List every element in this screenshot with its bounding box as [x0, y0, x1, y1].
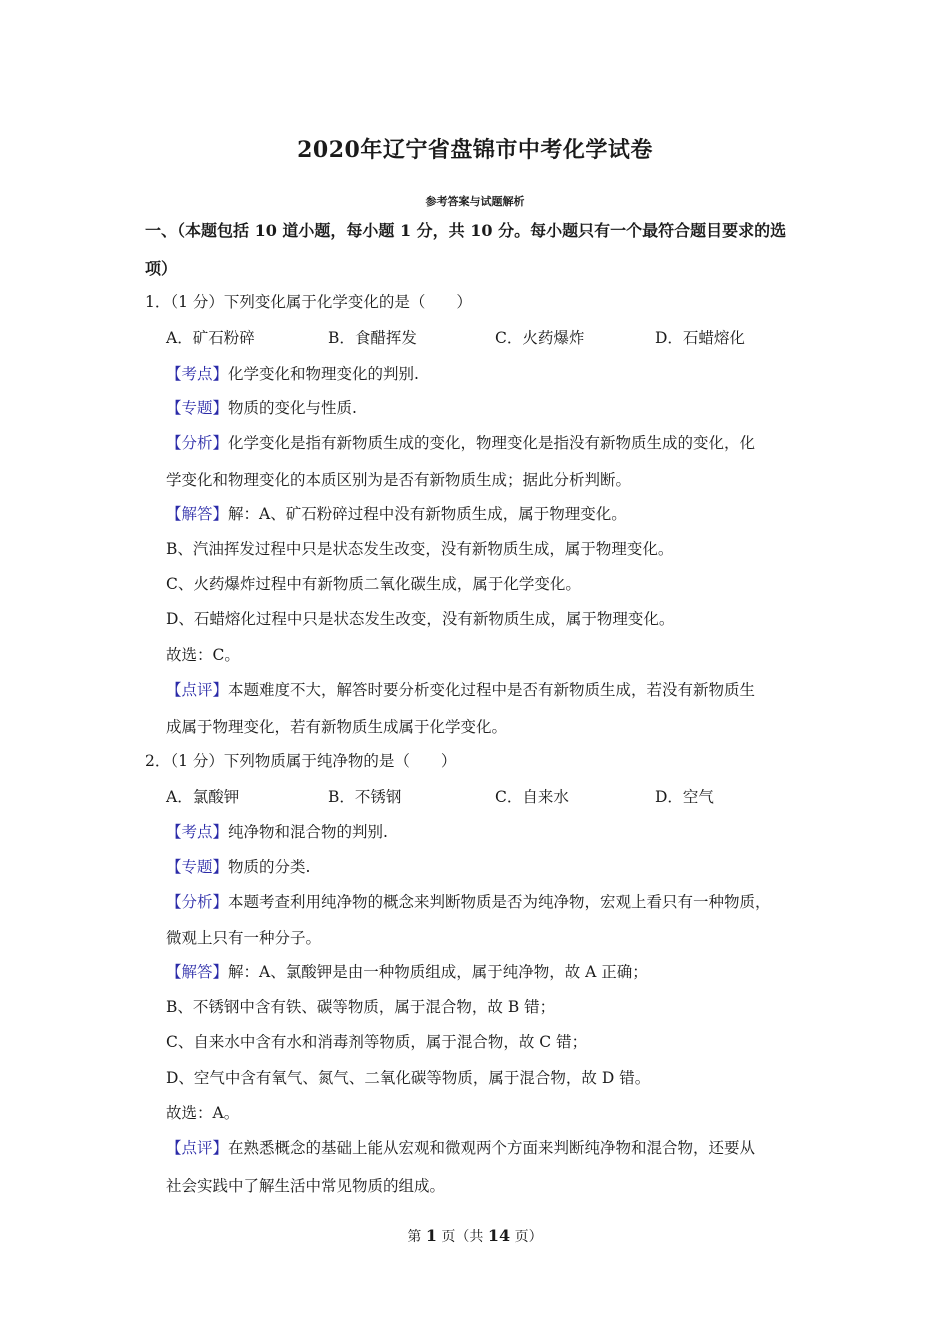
question-2-option-b: B．不锈钢 [328, 788, 402, 806]
kaodian-text: 纯净物和混合物的判别. [228, 823, 388, 841]
fenxi-tag: 【分析】 [166, 893, 229, 911]
question-2-dianping-cont: 社会实践中了解生活中常见物质的组成。 [166, 1177, 446, 1195]
question-2-kaodian [166, 822, 388, 842]
question-1-jieda-b: B、汽油挥发过程中只是状态发生改变，没有新物质生成，属于物理变化。 [166, 540, 674, 558]
question-1-option-c: C．火药爆炸 [495, 329, 585, 347]
question-1-option-d: D．石蜡熔化 [655, 329, 745, 347]
zhuanti-tag: 【专题】 [166, 858, 229, 876]
section-heading-line1: 一、（本题包括 10 道小题，每小题 1 分，共 10 分。每小题只有一个最符合题目要求的选 [145, 221, 787, 240]
question-1-dianping [166, 680, 755, 700]
zhuanti-text: 物质的分类. [228, 858, 311, 876]
page-footer [0, 1226, 950, 1246]
question-1-jieda-c: C、火药爆炸过程中有新物质二氧化碳生成，属于化学变化。 [166, 575, 581, 593]
zhuanti-text: 物质的变化与性质. [228, 399, 357, 417]
page-subtitle: 参考答案与试题解析 [425, 195, 525, 208]
question-1-option-b: B．食醋挥发 [328, 329, 417, 347]
question-1-fenxi [166, 433, 755, 453]
section-heading-line2: 项） [145, 259, 178, 278]
question-2-option-a: A．氯酸钾 [166, 788, 240, 806]
question-1-kaodian [166, 364, 419, 384]
question-2-answer: 故选：A。 [166, 1104, 240, 1122]
kaodian-tag: 【考点】 [166, 365, 229, 383]
question-1-answer: 故选：C。 [166, 646, 240, 664]
jieda-tag: 【解答】 [166, 963, 229, 981]
zhuanti-tag: 【专题】 [166, 399, 229, 417]
question-1-option-a: A．矿石粉碎 [166, 329, 255, 347]
dianping-tag: 【点评】 [166, 1139, 229, 1157]
question-2-stem: 2．（1 分）下列物质属于纯净物的是（ ） [145, 752, 457, 770]
question-1-fenxi-cont: 学变化和物理变化的本质区别为是否有新物质生成；据此分析判断。 [166, 471, 632, 489]
question-2-fenxi-cont: 微观上只有一种分子。 [166, 929, 322, 947]
kaodian-text: 化学变化和物理变化的判别. [228, 365, 419, 383]
dianping-text: 本题难度不大，解答时要分析变化过程中是否有新物质生成，若没有新物质生 [228, 681, 756, 699]
question-1-stem: 1．（1 分）下列变化属于化学变化的是（ ） [145, 293, 472, 311]
question-2-jieda-b: B、不锈钢中含有铁、碳等物质，属于混合物，故 B 错； [166, 998, 556, 1016]
question-1-dianping-cont: 成属于物理变化，若有新物质生成属于化学变化。 [166, 718, 508, 736]
footer-middle: 页（共 [436, 1229, 488, 1245]
footer-page-number: 1 [425, 1226, 437, 1245]
question-1-jieda [166, 504, 627, 524]
question-2-jieda-c: C、自来水中含有水和消毒剂等物质，属于混合物，故 C 错； [166, 1033, 588, 1051]
jieda-tag: 【解答】 [166, 505, 229, 523]
footer-suffix: 页） [510, 1229, 543, 1245]
dianping-tag: 【点评】 [166, 681, 229, 699]
question-2-zhuanti [166, 857, 310, 877]
question-1-zhuanti [166, 398, 357, 418]
question-2-option-c: C．自来水 [495, 788, 569, 806]
question-2-jieda-d: D、空气中含有氧气、氮气、二氧化碳等物质，属于混合物，故 D 错。 [166, 1069, 651, 1087]
page-title: 2020年辽宁省盘锦市中考化学试卷 [297, 137, 653, 163]
question-2-fenxi [166, 892, 771, 912]
fenxi-text: 本题考查利用纯净物的概念来判断物质是否为纯净物，宏观上看只有一种物质， [228, 893, 771, 911]
footer-prefix: 第 [407, 1229, 426, 1245]
question-2-dianping [166, 1138, 755, 1158]
jieda-text: 解：A、矿石粉碎过程中没有新物质生成，属于物理变化。 [228, 505, 627, 523]
question-2-option-d: D．空气 [655, 788, 714, 806]
footer-total-pages: 14 [487, 1226, 511, 1245]
question-1-jieda-d: D、石蜡熔化过程中只是状态发生改变，没有新物质生成，属于物理变化。 [166, 610, 675, 628]
jieda-text: 解：A、氯酸钾是由一种物质组成，属于纯净物，故 A 正确； [228, 963, 648, 981]
kaodian-tag: 【考点】 [166, 823, 229, 841]
fenxi-text: 化学变化是指有新物质生成的变化，物理变化是指没有新物质生成的变化，化 [228, 434, 756, 452]
fenxi-tag: 【分析】 [166, 434, 229, 452]
question-2-jieda [166, 962, 648, 982]
dianping-text: 在熟悉概念的基础上能从宏观和微观两个方面来判断纯净物和混合物，还要从 [228, 1139, 756, 1157]
